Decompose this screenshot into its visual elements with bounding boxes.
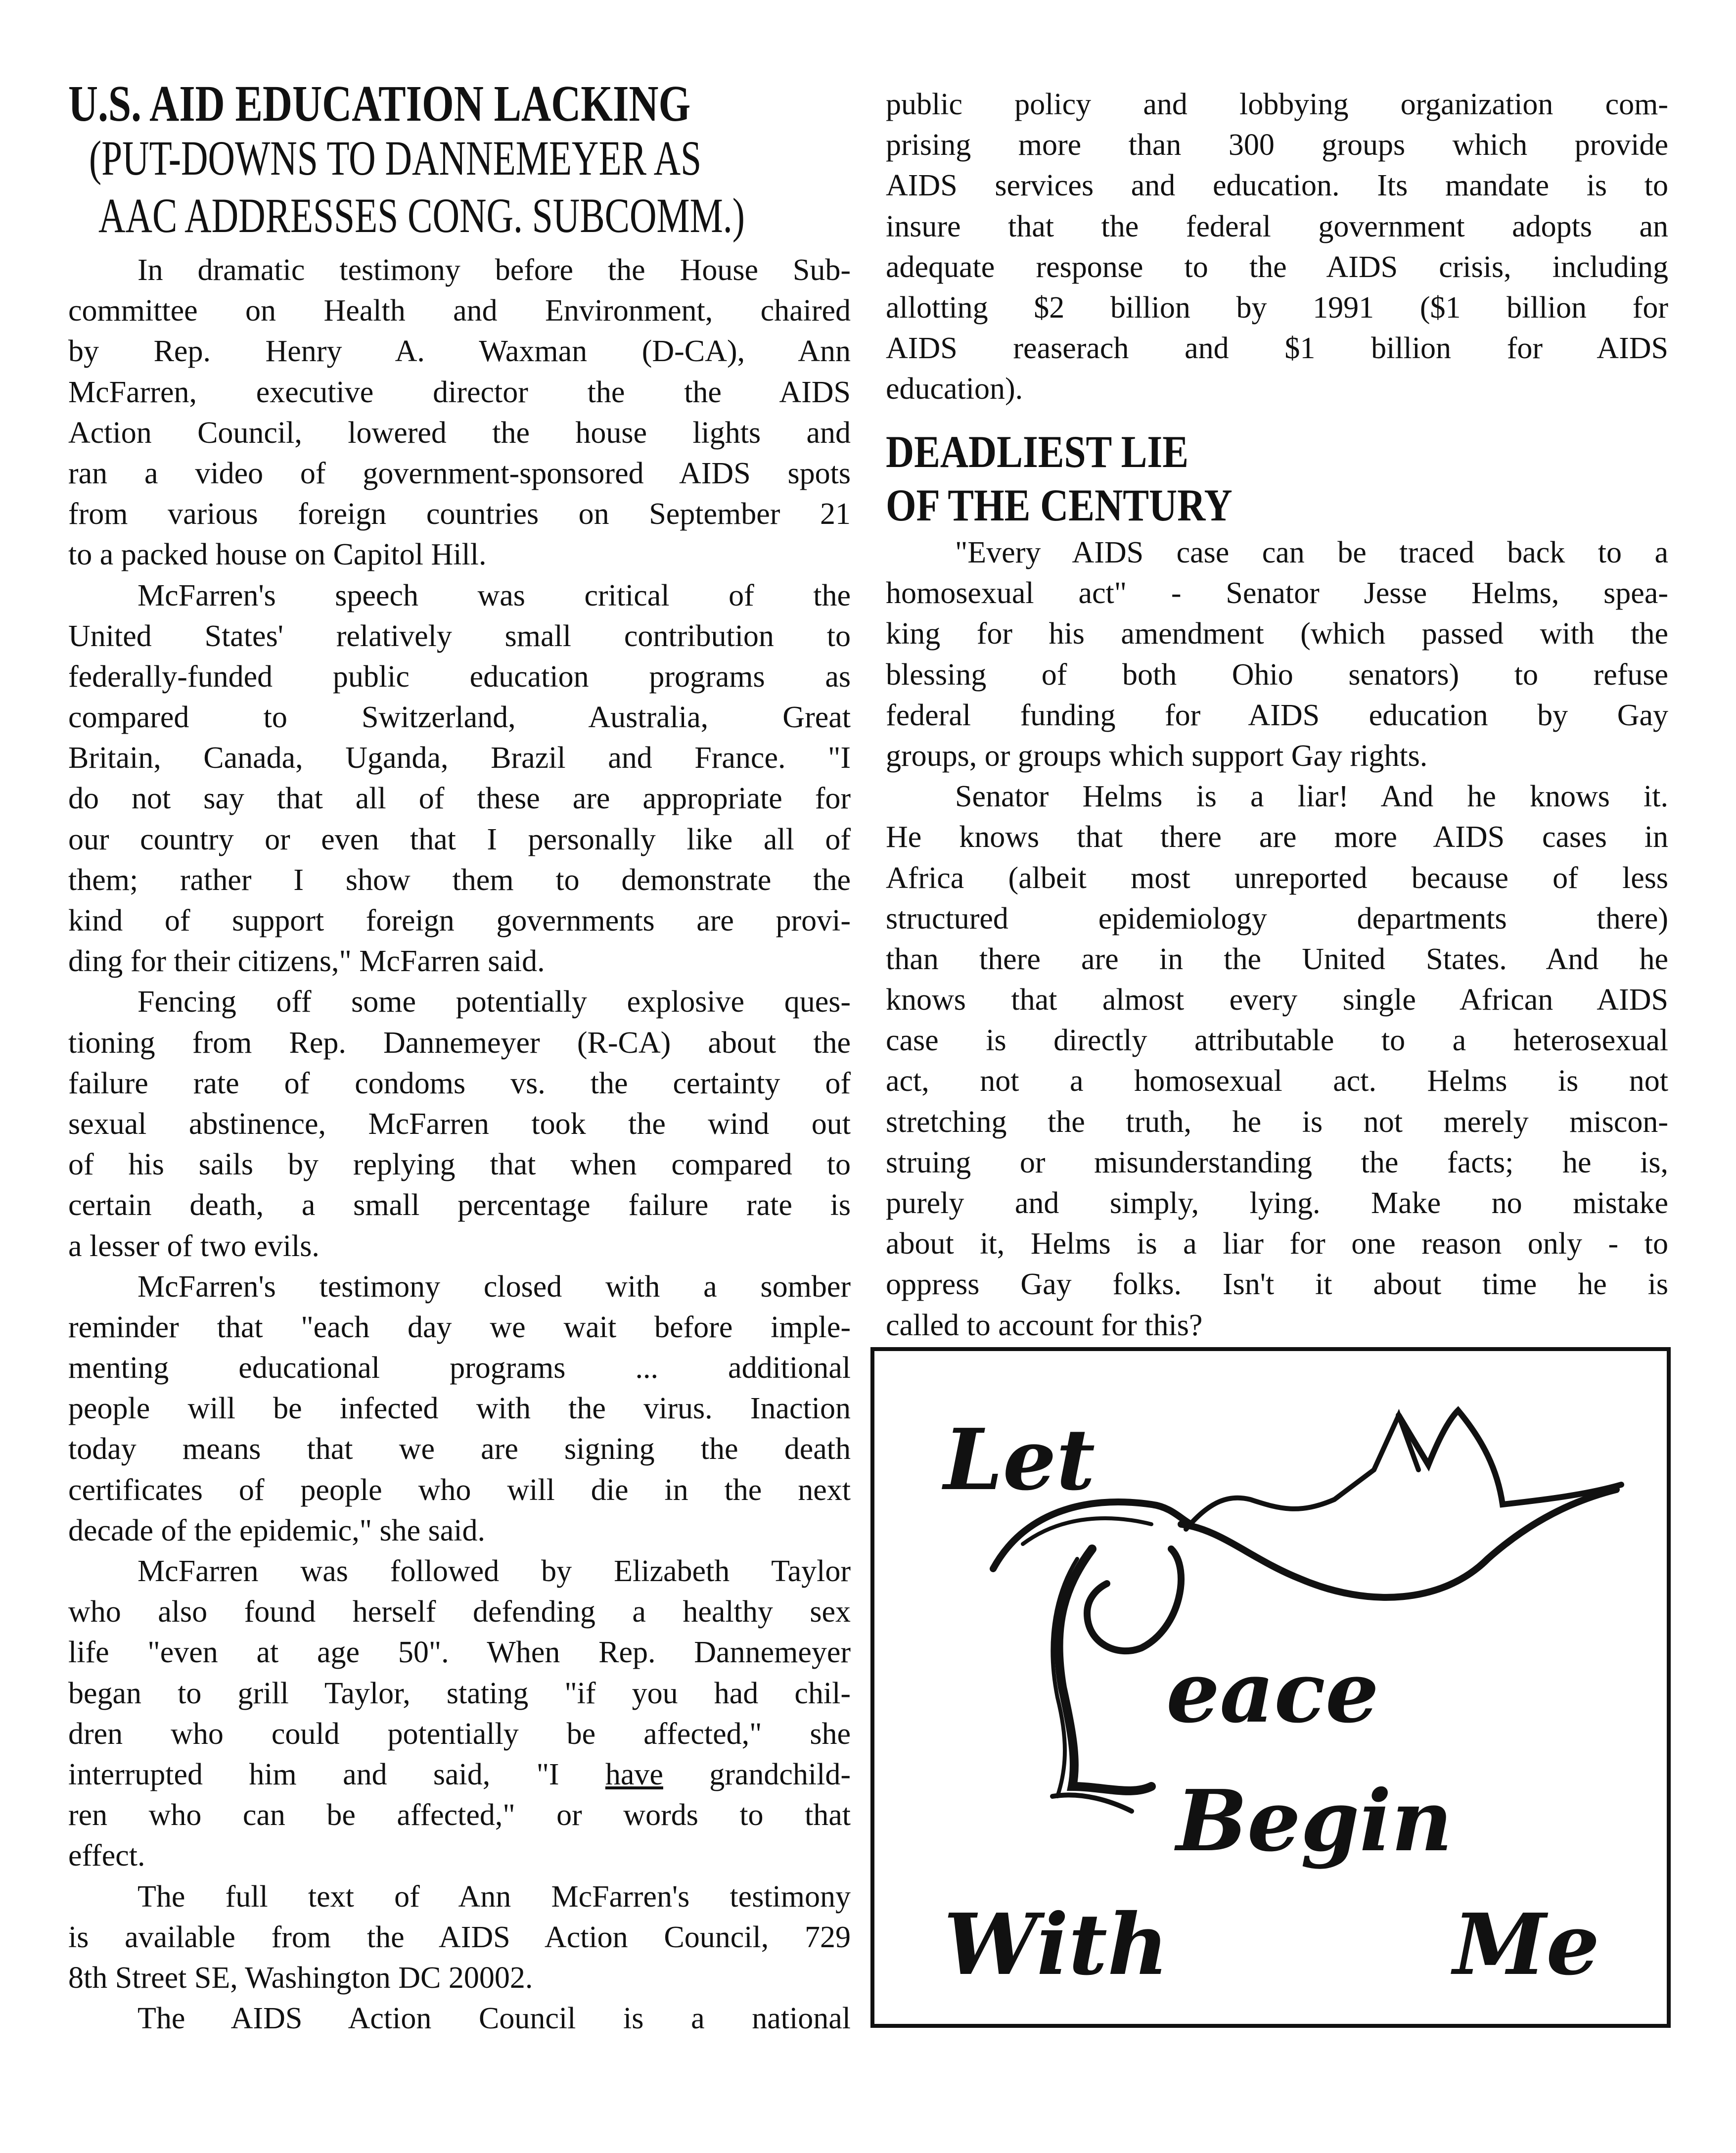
text-line: ran a video of government-sponsored AIDS spots: [68, 456, 851, 490]
text-line: In dramatic testimony before the House Sub-: [137, 253, 851, 287]
text-line: "Every AIDS case can be traced back to a: [955, 536, 1668, 569]
text-line: our country or even that I personally like all of: [68, 822, 851, 856]
article-subtitle-line-2: AAC ADDRESSES CONG. SUBCOMM.): [98, 188, 745, 243]
text-line: failure rate of condoms vs. the certainty of: [68, 1066, 851, 1100]
text-line: [68, 1754, 851, 1795]
section-heading-line-1: DEADLIEST LIE: [886, 426, 1188, 477]
artwork-word-me: Me: [1453, 1895, 1600, 1994]
text-line: certificates of people who will die in the next: [68, 1473, 851, 1507]
text-line: about it, Helms is a liar for one reason only - to: [886, 1227, 1668, 1261]
text-line: Action Council, lowered the house lights and: [68, 416, 851, 450]
artwork-word-eace: eace: [1166, 1643, 1379, 1742]
underlined-word: have: [605, 1757, 663, 1791]
text-line: AIDS reaserach and $1 billion for AIDS: [886, 331, 1668, 366]
text-line: king for his amendment (which passed with the: [886, 617, 1668, 651]
text-line: do not say that all of these are appropriate for: [68, 782, 851, 816]
text-line: blessing of both Ohio senators) to refuse: [886, 657, 1668, 692]
text-line: Fencing off some potentially explosive ques-: [137, 985, 851, 1019]
text-line: reminder that "each day we wait before imple-: [68, 1310, 851, 1344]
artwork-word-begin: Begin: [1176, 1772, 1453, 1871]
text-line: education).: [886, 372, 1023, 406]
text-line: Senator Helms is a liar! And he knows it.: [955, 780, 1668, 814]
text-line: act, not a homosexual act. Helms is not: [886, 1064, 1668, 1098]
text-line: tioning from Rep. Dannemeyer (R-CA) about the: [68, 1026, 851, 1060]
text-line: purely and simply, lying. Make no mistake: [886, 1186, 1668, 1220]
text-line: people will be infected with the virus. Inaction: [68, 1392, 851, 1426]
text-line: federal funding for AIDS education by Gay: [886, 698, 1668, 732]
text-line: decade of the epidemic," she said.: [68, 1513, 486, 1547]
text-line: groups, or groups which support Gay rights.: [886, 739, 1428, 773]
text-line: sexual abstinence, McFarren took the wind out: [68, 1107, 851, 1141]
left-column-body: [68, 250, 851, 2039]
text-line: federally-funded public education programs as: [68, 659, 851, 694]
text-line: adequate response to the AIDS crisis, including: [886, 250, 1668, 284]
text-line: structured epidemiology departments there): [886, 901, 1668, 936]
text-line: 8th Street SE, Washington DC 20002.: [68, 1961, 533, 1995]
text-line: McFarren was followed by Elizabeth Taylor: [137, 1554, 851, 1588]
text-line: McFarren, executive director the the AIDS: [68, 375, 851, 409]
text-line: menting educational programs ... additional: [68, 1351, 851, 1385]
text-line: began to grill Taylor, stating "if you had chil-: [68, 1676, 851, 1710]
text-line: effect.: [68, 1839, 145, 1873]
text-span: interrupted him and said, "I: [68, 1757, 605, 1791]
text-line: dren who could potentially be affected," she: [68, 1717, 851, 1751]
text-line: today means that we are signing the death: [68, 1432, 851, 1466]
text-line: from various foreign countries on September 21: [68, 497, 851, 531]
text-span: grandchild-: [663, 1757, 851, 1791]
text-line: stretching the truth, he is not merely miscon-: [886, 1105, 1668, 1139]
text-line: public policy and lobbying organization com-: [886, 88, 1668, 121]
text-line: called to account for this?: [886, 1308, 1203, 1342]
text-line: struing or misunderstanding the facts; he is,: [886, 1145, 1668, 1179]
text-line: life "even at age 50". When Rep. Dannemeyer: [68, 1636, 851, 1670]
text-line: than there are in the United States. And he: [886, 942, 1668, 976]
text-line: kind of support foreign governments are provi-: [68, 904, 851, 937]
text-line: certain death, a small percentage failure rate is: [68, 1188, 851, 1222]
text-line: McFarren's speech was critical of the: [137, 578, 851, 612]
text-line: United States' relatively small contribution to: [68, 619, 851, 653]
artwork-word-with: With: [944, 1895, 1169, 1994]
text-line: is available from the AIDS Action Council, 729: [68, 1920, 851, 1954]
text-line: a lesser of two evils.: [68, 1229, 320, 1263]
text-line: Africa (albeit most unreported because of less: [886, 861, 1668, 895]
artwork-word-let: Let: [944, 1410, 1096, 1509]
let-peace-begin-illustration: [870, 1347, 1671, 2028]
text-line: knows that almost every single African AIDS: [886, 983, 1668, 1017]
text-line: to a packed house on Capitol Hill.: [68, 538, 487, 572]
text-line: by Rep. Henry A. Waxman (D-CA), Ann: [68, 334, 851, 369]
text-line: ren who can be affected," or words to that: [68, 1798, 851, 1832]
article-subtitle-line-1: (PUT-DOWNS TO DANNEMEYER AS: [89, 131, 702, 186]
right-column-body: [886, 532, 1668, 1346]
text-line: allotting $2 billion by 1991 ($1 billion for: [886, 290, 1668, 325]
text-line: The AIDS Action Council is a national: [137, 2002, 851, 2036]
text-line: ding for their citizens," McFarren said.: [68, 944, 545, 979]
text-line: McFarren's testimony closed with a somber: [137, 1269, 851, 1304]
text-line: AIDS services and education. Its mandate is to: [886, 169, 1668, 203]
text-line: prising more than 300 groups which provide: [886, 128, 1668, 162]
section-heading-line-2: OF THE CENTURY: [886, 480, 1233, 530]
text-line: committee on Health and Environment, chaired: [68, 294, 851, 328]
text-line: homosexual act" - Senator Jesse Helms, spea-: [886, 576, 1668, 610]
text-line: compared to Switzerland, Australia, Great: [68, 701, 851, 735]
text-line: who also found herself defending a healthy sex: [68, 1595, 851, 1629]
continuation-body: [886, 84, 1668, 410]
text-line: insure that the federal government adopts an: [886, 209, 1668, 243]
text-line: them; rather I show them to demonstrate the: [68, 863, 851, 897]
text-line: of his sails by replying that when compared to: [68, 1148, 851, 1182]
artwork-initial-p: [1038, 1539, 1042, 1545]
text-line: Britain, Canada, Uganda, Brazil and France. "I: [68, 741, 851, 775]
text-line: He knows that there are more AIDS cases in: [886, 820, 1668, 854]
text-line: oppress Gay folks. Isn't it about time he is: [886, 1267, 1668, 1302]
text-line: case is directly attributable to a heterosexual: [886, 1024, 1668, 1058]
text-line: The full text of Ann McFarren's testimony: [137, 1879, 851, 1914]
article-title: U.S. AID EDUCATION LACKING: [68, 75, 691, 132]
